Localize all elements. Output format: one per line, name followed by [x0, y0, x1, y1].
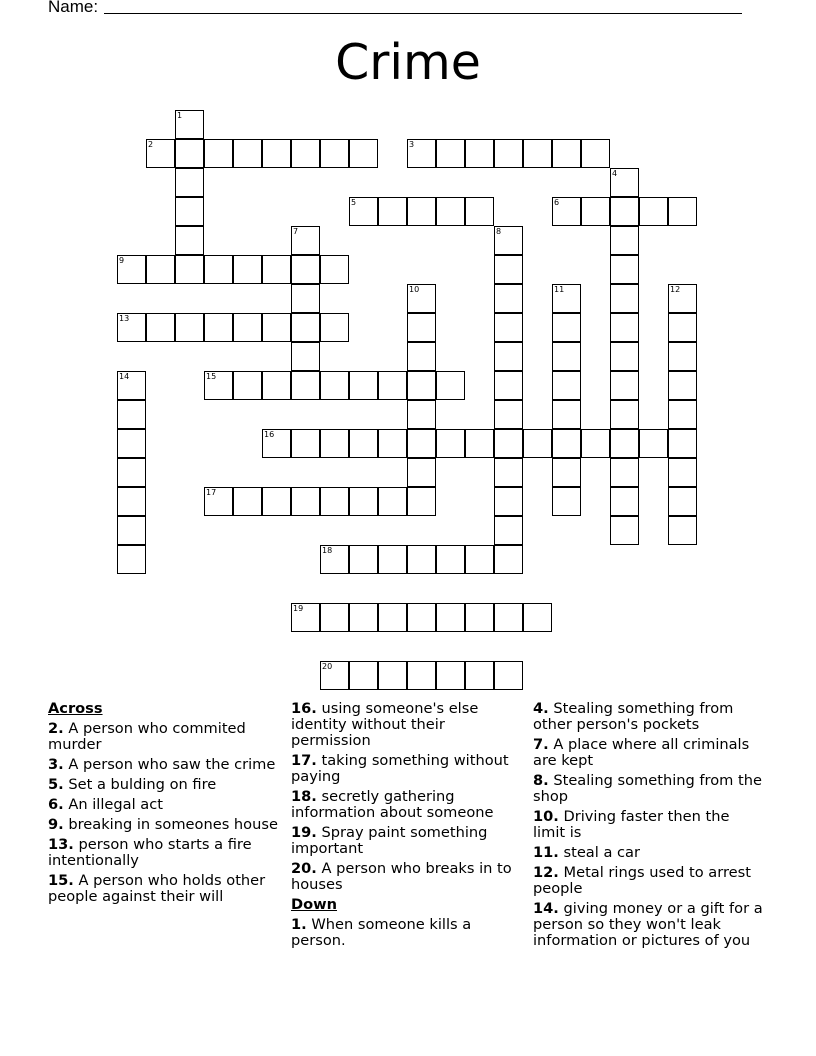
- grid-cell[interactable]: [465, 603, 494, 632]
- grid-cell[interactable]: [262, 487, 291, 516]
- clue-down-10: 10. Driving faster then the limit is: [533, 808, 730, 841]
- grid-cell[interactable]: [262, 313, 291, 342]
- grid-cell[interactable]: [494, 226, 523, 255]
- grid-cell[interactable]: [552, 139, 581, 168]
- grid-cell[interactable]: [436, 371, 465, 400]
- cell-number: 12: [670, 285, 681, 294]
- grid-cell[interactable]: [349, 545, 378, 574]
- grid-cell[interactable]: [552, 371, 581, 400]
- grid-cell[interactable]: [494, 139, 523, 168]
- cell-number: 11: [554, 285, 565, 294]
- grid-cell[interactable]: [610, 255, 639, 284]
- grid-cell[interactable]: [436, 661, 465, 690]
- grid-cell[interactable]: [117, 255, 146, 284]
- down-heading: Down: [291, 896, 338, 913]
- grid-cell[interactable]: [233, 139, 262, 168]
- grid-cell[interactable]: [117, 487, 146, 516]
- clue-down-14: 14. giving money or a gift for a person so they won't leak information or pictures of you: [533, 900, 763, 949]
- grid-cell[interactable]: [204, 487, 233, 516]
- grid-cell[interactable]: [407, 400, 436, 429]
- grid-cell[interactable]: [320, 487, 349, 516]
- grid-cell[interactable]: [349, 139, 378, 168]
- grid-cell[interactable]: [494, 371, 523, 400]
- grid-cell[interactable]: [117, 429, 146, 458]
- grid-cell[interactable]: [407, 487, 436, 516]
- grid-cell[interactable]: [668, 516, 697, 545]
- grid-cell[interactable]: [668, 487, 697, 516]
- grid-cell[interactable]: [349, 661, 378, 690]
- grid-cell[interactable]: [610, 458, 639, 487]
- grid-cell[interactable]: [291, 139, 320, 168]
- grid-cell[interactable]: [610, 313, 639, 342]
- cell-number: 17: [206, 488, 217, 497]
- grid-cell[interactable]: [668, 400, 697, 429]
- grid-cell[interactable]: [552, 487, 581, 516]
- grid-cell[interactable]: [146, 313, 175, 342]
- grid-cell[interactable]: [465, 197, 494, 226]
- clue-across-6: 6. An illegal act: [48, 796, 163, 813]
- grid-cell[interactable]: [610, 284, 639, 313]
- clue-across-2: 2. A person who commited murder: [48, 720, 246, 753]
- grid-cell[interactable]: [494, 603, 523, 632]
- clues-column-1: [48, 701, 278, 909]
- grid-cell[interactable]: [175, 313, 204, 342]
- grid-cell[interactable]: [581, 139, 610, 168]
- grid-cell[interactable]: [378, 545, 407, 574]
- grid-cell[interactable]: [465, 139, 494, 168]
- grid-cell[interactable]: [407, 603, 436, 632]
- grid-cell[interactable]: [610, 371, 639, 400]
- clue-across-20: 20. A person who breaks in to houses: [291, 860, 512, 893]
- grid-cell[interactable]: [349, 371, 378, 400]
- grid-cell[interactable]: [204, 139, 233, 168]
- grid-cell[interactable]: [175, 110, 204, 139]
- grid-cell[interactable]: [494, 313, 523, 342]
- grid-cell[interactable]: [175, 197, 204, 226]
- grid-cell[interactable]: [610, 429, 639, 458]
- cell-number: 10: [409, 285, 420, 294]
- grid-cell[interactable]: [262, 371, 291, 400]
- grid-cell[interactable]: [407, 342, 436, 371]
- grid-cell[interactable]: [320, 371, 349, 400]
- grid-cell[interactable]: [320, 313, 349, 342]
- grid-cell[interactable]: [610, 516, 639, 545]
- clue-down-1: 1. When someone kills a person.: [291, 916, 472, 949]
- grid-cell[interactable]: [117, 458, 146, 487]
- grid-cell[interactable]: [465, 545, 494, 574]
- cell-number: 4: [612, 169, 618, 178]
- grid-cell[interactable]: [552, 197, 581, 226]
- grid-cell[interactable]: [494, 458, 523, 487]
- grid-cell[interactable]: [407, 139, 436, 168]
- clue-across-3: 3. A person who saw the crime: [48, 756, 276, 773]
- grid-cell[interactable]: [146, 255, 175, 284]
- grid-cell[interactable]: [320, 429, 349, 458]
- clue-across-16: 16. using someone's else identity without their permission: [291, 700, 479, 749]
- grid-cell[interactable]: [436, 545, 465, 574]
- grid-cell[interactable]: [291, 342, 320, 371]
- grid-cell[interactable]: [407, 661, 436, 690]
- grid-cell[interactable]: [291, 429, 320, 458]
- grid-cell[interactable]: [320, 255, 349, 284]
- cell-number: 14: [119, 372, 130, 381]
- grid-cell[interactable]: [291, 226, 320, 255]
- grid-cell[interactable]: [262, 429, 291, 458]
- grid-cell[interactable]: [349, 197, 378, 226]
- grid-cell[interactable]: [436, 139, 465, 168]
- grid-cell[interactable]: [349, 487, 378, 516]
- grid-cell[interactable]: [581, 197, 610, 226]
- cell-number: 2: [148, 140, 154, 149]
- cell-number: 9: [119, 256, 125, 265]
- grid-cell[interactable]: [494, 255, 523, 284]
- grid-cell[interactable]: [552, 284, 581, 313]
- grid-cell[interactable]: [378, 429, 407, 458]
- grid-cell[interactable]: [291, 284, 320, 313]
- grid-cell[interactable]: [407, 313, 436, 342]
- grid-cell[interactable]: [233, 487, 262, 516]
- grid-cell[interactable]: [204, 371, 233, 400]
- grid-cell[interactable]: [465, 661, 494, 690]
- cell-number: 15: [206, 372, 217, 381]
- cell-number: 19: [293, 604, 304, 613]
- grid-cell[interactable]: [494, 661, 523, 690]
- grid-cell[interactable]: [494, 487, 523, 516]
- grid-cell[interactable]: [581, 429, 610, 458]
- grid-cell[interactable]: [320, 661, 349, 690]
- grid-cell[interactable]: [378, 371, 407, 400]
- cell-number: 8: [496, 227, 502, 236]
- grid-cell[interactable]: [320, 545, 349, 574]
- grid-cell[interactable]: [291, 603, 320, 632]
- grid-cell[interactable]: [204, 255, 233, 284]
- grid-cell[interactable]: [320, 603, 349, 632]
- grid-cell[interactable]: [610, 400, 639, 429]
- grid-cell[interactable]: [175, 139, 204, 168]
- puzzle-title: Crime: [335, 34, 481, 91]
- grid-cell[interactable]: [262, 255, 291, 284]
- grid-cell[interactable]: [262, 139, 291, 168]
- grid-cell[interactable]: [117, 400, 146, 429]
- grid-cell[interactable]: [552, 313, 581, 342]
- grid-cell[interactable]: [320, 139, 349, 168]
- clue-across-9: 9. breaking in someones house: [48, 816, 278, 833]
- cell-number: 1: [177, 111, 183, 120]
- cell-number: 3: [409, 140, 415, 149]
- grid-cell[interactable]: [436, 197, 465, 226]
- grid-cell[interactable]: [668, 458, 697, 487]
- grid-cell[interactable]: [378, 487, 407, 516]
- grid-cell[interactable]: [610, 226, 639, 255]
- grid-cell[interactable]: [610, 342, 639, 371]
- grid-cell[interactable]: [407, 429, 436, 458]
- grid-cell[interactable]: [407, 458, 436, 487]
- grid-cell[interactable]: [175, 168, 204, 197]
- grid-cell[interactable]: [494, 429, 523, 458]
- grid-cell[interactable]: [552, 400, 581, 429]
- clue-across-13: 13. person who starts a fire intentionally: [48, 836, 252, 869]
- clue-down-11: 11. steal a car: [533, 844, 640, 861]
- grid-cell[interactable]: [407, 371, 436, 400]
- grid-cell[interactable]: [407, 197, 436, 226]
- grid-cell[interactable]: [523, 139, 552, 168]
- grid-cell[interactable]: [523, 603, 552, 632]
- grid-cell[interactable]: [494, 284, 523, 313]
- grid-cell[interactable]: [291, 313, 320, 342]
- cell-number: 6: [554, 198, 560, 207]
- grid-cell[interactable]: [610, 197, 639, 226]
- grid-cell[interactable]: [378, 603, 407, 632]
- clue-down-8: 8. Stealing something from the shop: [533, 772, 762, 805]
- clue-down-7: 7. A place where all criminals are kept: [533, 736, 750, 769]
- grid-cell[interactable]: [407, 284, 436, 313]
- cell-number: 13: [119, 314, 130, 323]
- grid-cell[interactable]: [639, 197, 668, 226]
- clue-down-12: 12. Metal rings used to arrest people: [533, 864, 751, 897]
- name-label: Name:: [48, 0, 99, 16]
- clue-across-15: 15. A person who holds other people against their will: [48, 872, 266, 905]
- grid-cell[interactable]: [117, 371, 146, 400]
- grid-cell[interactable]: [291, 487, 320, 516]
- grid-cell[interactable]: [436, 429, 465, 458]
- grid-cell[interactable]: [610, 168, 639, 197]
- grid-cell[interactable]: [668, 429, 697, 458]
- grid-cell[interactable]: [175, 255, 204, 284]
- across-heading: Across: [48, 700, 103, 717]
- grid-cell[interactable]: [349, 603, 378, 632]
- clue-across-17: 17. taking something without paying: [291, 752, 509, 785]
- grid-cell[interactable]: [494, 342, 523, 371]
- grid-cell[interactable]: [494, 400, 523, 429]
- grid-cell[interactable]: [233, 371, 262, 400]
- cell-number: 7: [293, 227, 299, 236]
- grid-cell[interactable]: [291, 371, 320, 400]
- grid-cell[interactable]: [668, 197, 697, 226]
- clue-down-4: 4. Stealing something from other person's pockets: [533, 700, 734, 733]
- cell-number: 5: [351, 198, 357, 207]
- grid-cell[interactable]: [494, 516, 523, 545]
- clue-across-5: 5. Set a bulding on fire: [48, 776, 217, 793]
- grid-cell[interactable]: [552, 458, 581, 487]
- cell-number: 16: [264, 430, 275, 439]
- grid-cell[interactable]: [349, 429, 378, 458]
- grid-cell[interactable]: [146, 139, 175, 168]
- grid-cell[interactable]: [668, 284, 697, 313]
- grid-cell[interactable]: [378, 197, 407, 226]
- grid-cell[interactable]: [639, 429, 668, 458]
- clues-column-3: [533, 701, 765, 953]
- grid-cell[interactable]: [552, 429, 581, 458]
- grid-cell[interactable]: [552, 342, 581, 371]
- grid-cell[interactable]: [494, 545, 523, 574]
- grid-cell[interactable]: [668, 342, 697, 371]
- grid-cell[interactable]: [117, 313, 146, 342]
- grid-cell[interactable]: [291, 255, 320, 284]
- grid-cell[interactable]: [204, 313, 233, 342]
- grid-cell[interactable]: [610, 487, 639, 516]
- cell-number: 18: [322, 546, 333, 555]
- grid-cell[interactable]: [175, 226, 204, 255]
- grid-cell[interactable]: [117, 545, 146, 574]
- grid-cell[interactable]: [233, 313, 262, 342]
- clue-across-18: 18. secretly gathering information about someone: [291, 788, 494, 821]
- grid-cell[interactable]: [407, 545, 436, 574]
- grid-cell[interactable]: [436, 603, 465, 632]
- cell-number: 20: [322, 662, 333, 671]
- grid-cell[interactable]: [668, 371, 697, 400]
- grid-cell[interactable]: [117, 516, 146, 545]
- grid-cell[interactable]: [668, 313, 697, 342]
- grid-cell[interactable]: [523, 429, 552, 458]
- clues-column-2: [291, 701, 521, 953]
- grid-cell[interactable]: [465, 429, 494, 458]
- grid-cell[interactable]: [233, 255, 262, 284]
- clue-across-19: 19. Spray paint something important: [291, 824, 488, 857]
- grid-cell[interactable]: [378, 661, 407, 690]
